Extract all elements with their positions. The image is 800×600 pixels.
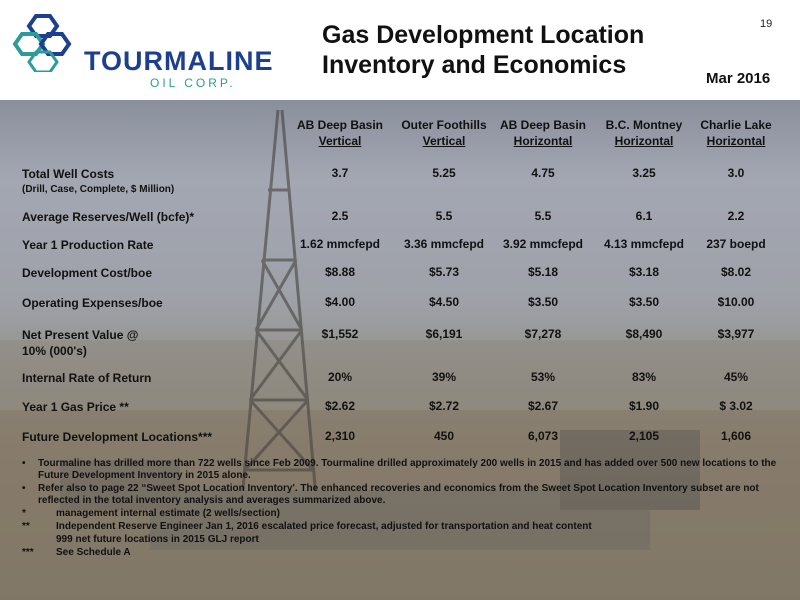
footnote-star	[22, 508, 782, 520]
table-cell: 39%	[431, 370, 457, 384]
table-cell: $8.02	[720, 265, 752, 279]
row-label-text: Year 1 Production Rate	[22, 238, 154, 252]
table-cell: 1,606	[720, 429, 752, 443]
table-cell: 2.5	[331, 209, 349, 223]
footnote-mark: **	[22, 521, 30, 532]
table-cell: 6.1	[635, 209, 653, 223]
row-label-text: Average Reserves/Well (bcfe)*	[22, 210, 195, 224]
table-cell: $3.50	[527, 295, 559, 309]
row-label	[22, 327, 138, 359]
column-header-line-2: Horizontal	[614, 134, 674, 148]
column-header-line-1: AB Deep Basin	[499, 118, 587, 132]
table-cell: $8,490	[625, 327, 663, 341]
row-label-subtext: (Drill, Case, Complete, $ Million)	[22, 184, 175, 195]
column-header-line-1: AB Deep Basin	[296, 118, 384, 132]
table-cell: $1.90	[628, 399, 660, 413]
table-cell: 2,310	[324, 429, 356, 443]
table-cell: 5.5	[435, 209, 453, 223]
row-label	[22, 237, 153, 253]
row-label-subtext: 10% (000's)	[22, 344, 87, 358]
table-cell: 2.2	[727, 209, 745, 223]
table-cell: 3.7	[331, 166, 349, 180]
footnote-bullet	[22, 483, 782, 507]
footnote-mark: •	[22, 483, 26, 494]
report-date: Mar 2016	[706, 70, 771, 87]
table-cell: $5.73	[428, 265, 460, 279]
table-cell: 3.92 mmcfepd	[502, 237, 584, 251]
logo-subtitle: OIL CORP.	[150, 76, 236, 90]
table-cell: 45%	[723, 370, 749, 384]
footnote-bullet	[22, 458, 782, 482]
table-cell: $ 3.02	[719, 399, 753, 413]
row-label-text: Year 1 Gas Price **	[22, 400, 129, 414]
table-cell: 450	[433, 429, 455, 443]
column-header-line-1: Outer Foothills	[401, 118, 487, 132]
title-line-2: Inventory and Economics	[322, 51, 627, 79]
logo-wordmark: TOURMALINE	[84, 46, 274, 76]
table-cell: 4.13 mmcfepd	[603, 237, 685, 251]
table-cell: 3.25	[632, 166, 656, 180]
column-header-line-2: Vertical	[422, 134, 466, 148]
table-cell: $3.18	[628, 265, 660, 279]
column-header-outer-foothills-vertical	[390, 117, 498, 149]
column-header-line-2: Horizontal	[706, 134, 766, 148]
column-header-line-1: Charlie Lake	[700, 118, 772, 132]
company-logo	[12, 12, 274, 90]
hexagon-logo-icon	[12, 12, 82, 72]
table-cell: 20%	[327, 370, 353, 384]
table-cell: 5.5	[534, 209, 552, 223]
table-cell: $2.62	[324, 399, 356, 413]
table-cell: $7,278	[524, 327, 562, 341]
table-cell: 2,105	[628, 429, 660, 443]
table-cell: 3.36 mmcfepd	[403, 237, 485, 251]
row-label-text: Internal Rate of Return	[22, 371, 152, 385]
table-cell: $8.88	[324, 265, 356, 279]
table-cell: 6,073	[527, 429, 559, 443]
row-label-text: Future Development Locations***	[22, 430, 213, 444]
table-cell: $5.18	[527, 265, 559, 279]
row-label	[22, 399, 129, 415]
footnotes	[22, 458, 782, 560]
row-label	[22, 429, 212, 445]
title-line-1: Gas Development Location	[322, 21, 645, 49]
table-cell: 83%	[631, 370, 657, 384]
row-label-text: Net Present Value @	[22, 328, 139, 342]
footnote-mark: ***	[22, 547, 34, 558]
row-label-text: Total Well Costs	[22, 167, 115, 181]
column-header-line-1: B.C. Montney	[605, 118, 683, 132]
column-header-line-2: Horizontal	[513, 134, 573, 148]
table-cell: 5.25	[432, 166, 456, 180]
table-cell: 4.75	[531, 166, 555, 180]
table-cell: $2.72	[428, 399, 460, 413]
table-cell: 53%	[530, 370, 556, 384]
footnote-continuation	[22, 534, 782, 546]
footnote-triple-star	[22, 547, 782, 559]
footnote-double-star	[22, 521, 782, 533]
row-label	[22, 209, 194, 225]
row-label	[22, 166, 174, 198]
column-header-charlie-lake-horizontal	[682, 117, 790, 149]
table-cell: $4.00	[324, 295, 356, 309]
page-number: 19	[760, 18, 773, 30]
footnote-text: 999 net future locations in 2015 GLJ report	[56, 534, 259, 545]
table-cell: 3.0	[727, 166, 745, 180]
footnote-text: See Schedule A	[56, 547, 131, 558]
table-cell: $10.00	[717, 295, 755, 309]
table-cell: $4.50	[428, 295, 460, 309]
footnote-text: management internal estimate (2 wells/section)	[56, 508, 280, 519]
row-label	[22, 295, 163, 311]
footnote-text: Independent Reserve Engineer Jan 1, 2016 escalated price forecast, adjusted for transportation and heat content	[56, 521, 592, 532]
slide-title	[322, 20, 652, 80]
row-label	[22, 370, 151, 386]
column-header-ab-deep-basin-horizontal	[489, 117, 597, 149]
row-label-text: Operating Expenses/boe	[22, 296, 163, 310]
footnote-text: Refer also to page 22 “Sweet Spot Location Inventory'. The enhanced recoveries and economics from the Sweet Spot Location Inventory subset are not reflected in the total inventory analysis and averages summarized above.	[38, 483, 759, 506]
table-cell: 237 boepd	[706, 237, 766, 251]
table-cell: $3.50	[628, 295, 660, 309]
table-cell: $6,191	[425, 327, 463, 341]
column-header-line-2: Vertical	[318, 134, 362, 148]
row-label-text: Development Cost/boe	[22, 266, 153, 280]
footnote-mark: *	[22, 508, 26, 519]
table-cell: $2.67	[527, 399, 559, 413]
table-cell: $1,552	[321, 327, 359, 341]
footnote-mark: •	[22, 458, 26, 469]
table-cell: 1.62 mmcfepd	[299, 237, 381, 251]
table-cell: $3,977	[717, 327, 755, 341]
footnote-text: Tourmaline has drilled more than 722 wells since Feb 2009. Tourmaline drilled approximately 200 wells in 2015 and has added over 500 new locations to the Future Development Inventory in 2015 alone.	[38, 458, 777, 481]
column-header-ab-deep-basin-vertical	[286, 117, 394, 149]
row-label	[22, 265, 152, 281]
